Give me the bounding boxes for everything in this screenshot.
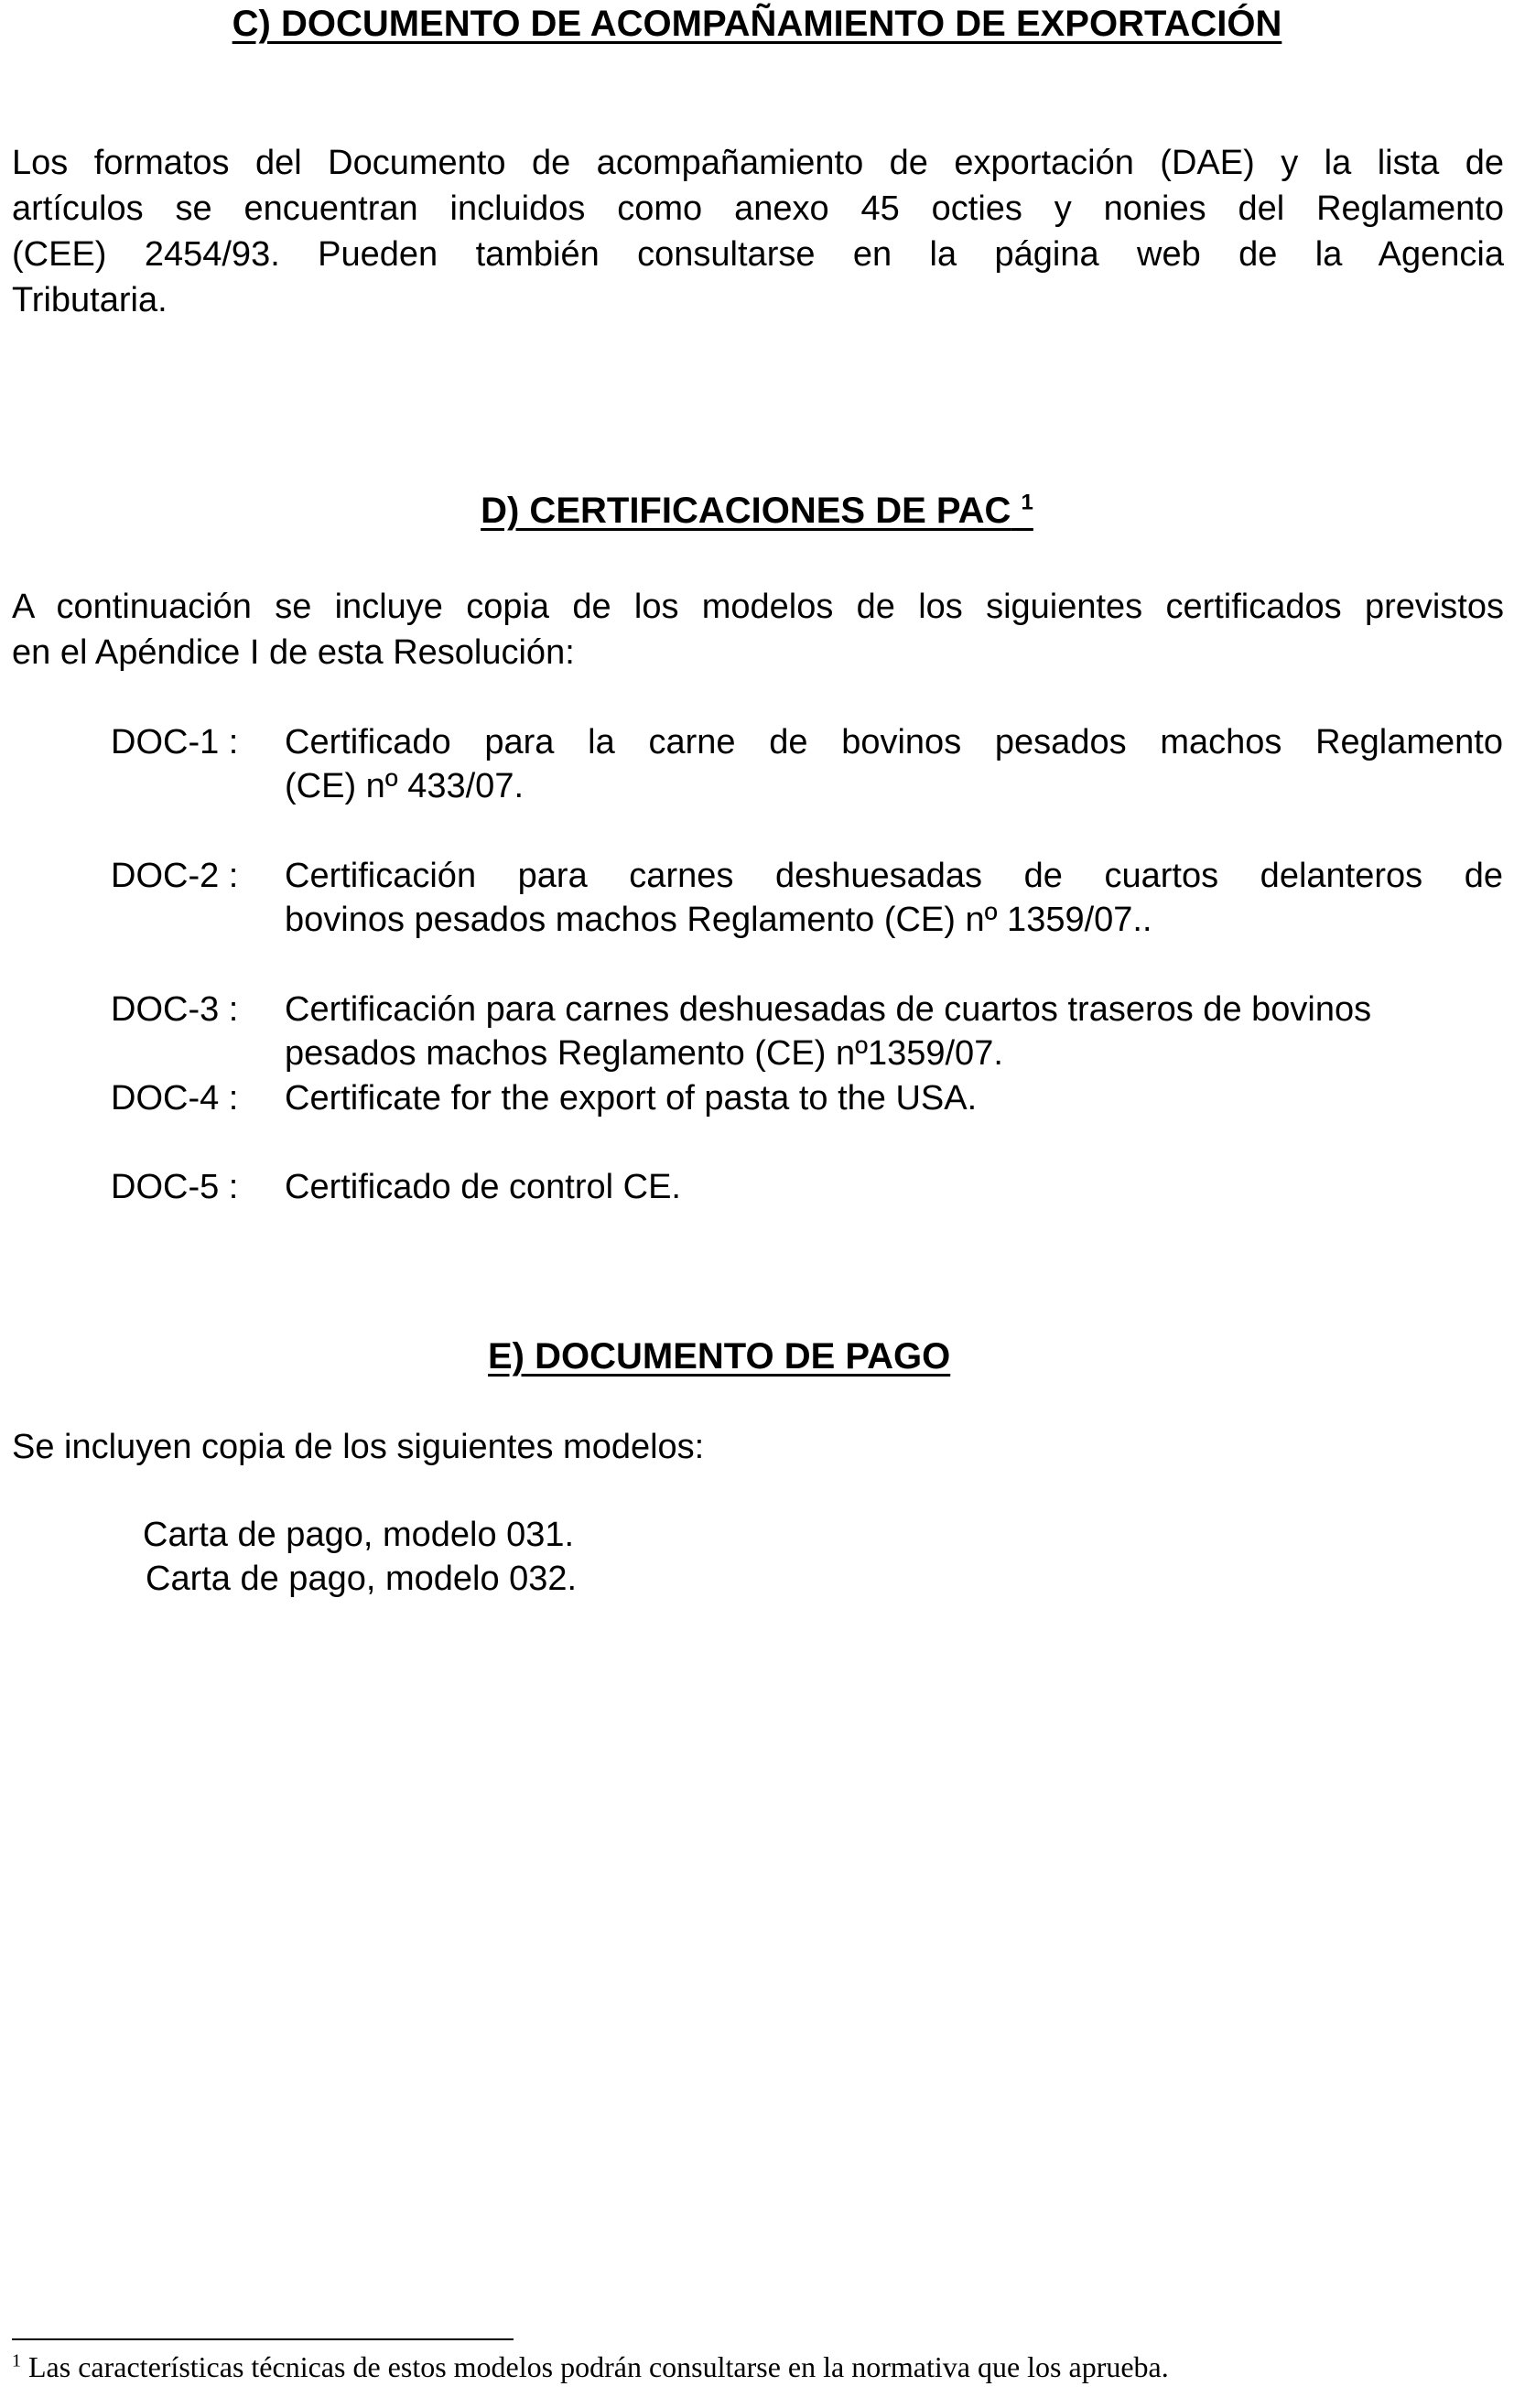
doc-description: [285, 720, 1503, 808]
doc-description-line-1: Certificado de control CE.: [285, 1168, 681, 1206]
section-c-line-1: Los formatos del Documento de acompañamiento de exportación (DAE) y la lista de: [12, 144, 1504, 182]
doc-description-line-1: Certificación para carnes deshuesadas de cuartos traseros de bovinos: [285, 990, 1372, 1029]
section-e-title: E) DOCUMENTO DE PAGO: [488, 1336, 951, 1377]
doc-description-line-2: bovinos pesados machos Reglamento (CE) nº 1359/07..: [285, 901, 1152, 939]
doc-code: DOC-4 :: [111, 1079, 239, 1118]
doc-description-line-1: Certificado para la carne de bovinos pesados machos Reglamento: [285, 723, 1503, 761]
doc-description-line-1: Certificate for the export of pasta to the USA.: [285, 1079, 978, 1118]
doc-code: DOC-5 :: [111, 1168, 239, 1206]
section-e-intro: Se incluyen copia de los siguientes modelos:: [12, 1428, 705, 1466]
section-d-intro-line-1: A continuación se incluye copia de los modelos de los siguientes certificados previstos: [12, 588, 1504, 626]
footnote-marker: 1: [12, 2350, 21, 2371]
section-d-intro: [12, 584, 1504, 675]
doc-description-line-1: Certificación para carnes deshuesadas de cuartos delanteros de: [285, 857, 1503, 895]
section-c-line-4: Tributaria.: [12, 281, 168, 319]
doc-description-line-2: pesados machos Reglamento (CE) nº1359/07.: [285, 1034, 1003, 1073]
doc-code: DOC-3 :: [111, 990, 239, 1029]
section-c-line-3: (CEE) 2454/93. Pueden también consultarse en la página web de la Agencia: [12, 235, 1504, 274]
doc-description: [285, 988, 1503, 1075]
section-d-title: D) CERTIFICACIONES DE PAC: [481, 491, 1011, 531]
section-c-body: [12, 140, 1504, 323]
doc-code: DOC-1 :: [111, 723, 239, 761]
footnote-separator: [12, 2338, 514, 2340]
footnote: [12, 2349, 1504, 2385]
footnote-ref-marker: 1: [1021, 490, 1033, 515]
payment-model-item: Carta de pago, modelo 031.: [143, 1516, 575, 1554]
section-d-intro-line-2: en el Apéndice I de esta Resolución:: [12, 633, 575, 672]
section-d-title-wrap: [0, 491, 1514, 532]
doc-description: [285, 854, 1503, 942]
doc-description: [285, 1076, 1503, 1120]
footnote-text: Las características técnicas de estos modelos podrán consultarse en la normativa que los aprueba.: [28, 2350, 1169, 2383]
doc-description: [285, 1165, 1503, 1209]
section-c-title: C) DOCUMENTO DE ACOMPAÑAMIENTO DE EXPORTACIÓN: [232, 4, 1282, 44]
doc-code: DOC-2 :: [111, 857, 239, 895]
section-c-line-2: artículos se encuentran incluidos como anexo 45 octies y nonies del Reglamento: [12, 189, 1504, 228]
payment-model-item: Carta de pago, modelo 032.: [146, 1560, 578, 1598]
doc-description-line-2: (CE) nº 433/07.: [285, 767, 524, 805]
